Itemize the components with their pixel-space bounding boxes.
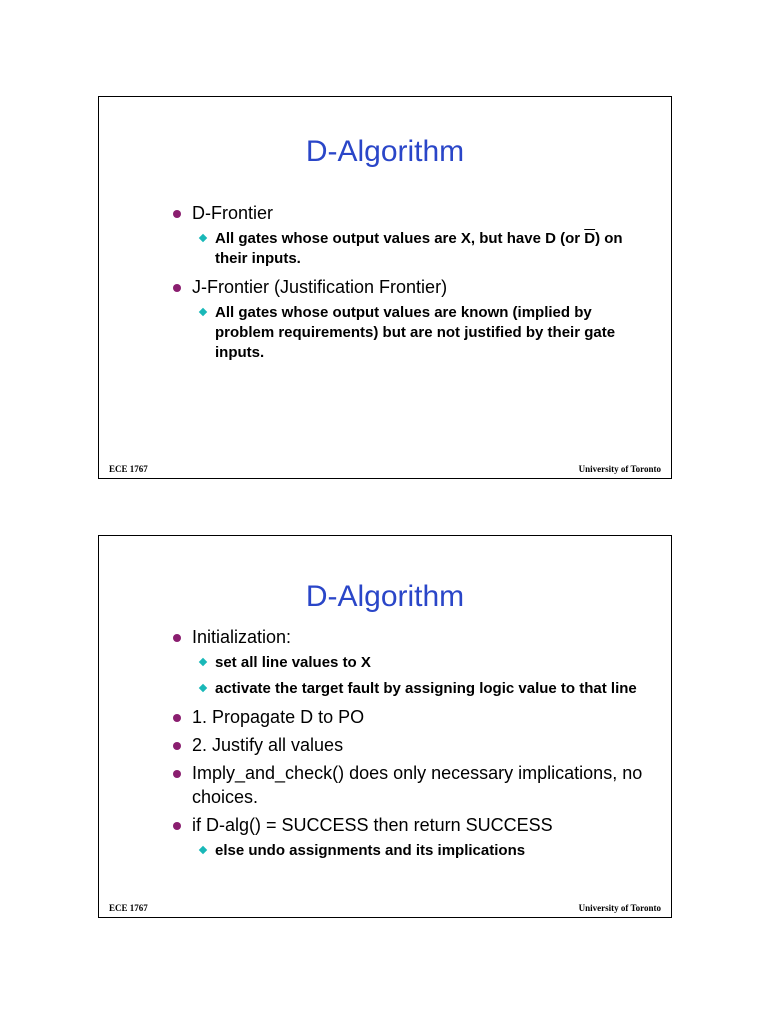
slide-title: D-Algorithm	[305, 580, 465, 613]
bullet-dot-icon	[173, 742, 181, 750]
diamond-bullet-icon	[199, 684, 207, 692]
bullet-j-frontier	[173, 275, 651, 299]
sub-bullet-text-b: ) on their inputs.	[215, 230, 623, 267]
bullet-text: 2. Justify all values	[192, 735, 344, 755]
sub-bullet	[173, 841, 651, 861]
sub-bullet	[173, 679, 651, 699]
bullet-text: J-Frontier (Justification Frontier)	[192, 277, 448, 297]
bullet-imply-and-check	[173, 761, 651, 809]
sub-bullet-text: activate the target fault by assigning logic value to that line	[215, 680, 637, 697]
footer-university: University of Toronto	[578, 903, 661, 913]
bullet-if-dalg	[173, 813, 651, 837]
diamond-bullet-icon	[199, 234, 207, 242]
sub-bullet	[173, 229, 651, 269]
sub-bullet-text-a: All gates whose output values are X, but have D (or	[215, 230, 585, 247]
diamond-bullet-icon	[199, 846, 207, 854]
bullet-text: if D-alg() = SUCCESS then return SUCCESS	[192, 815, 553, 835]
bullet-dot-icon	[173, 714, 181, 722]
bullet-d-frontier	[173, 201, 651, 225]
bullet-text: Imply_and_check() does only necessary implications, no choices.	[192, 763, 643, 807]
bullet-dot-icon	[173, 822, 181, 830]
footer-course: ECE 1767	[109, 464, 148, 474]
diamond-bullet-icon	[199, 308, 207, 316]
footer-course: ECE 1767	[109, 903, 148, 913]
diamond-bullet-icon	[199, 658, 207, 666]
bullet-text: 1. Propagate D to PO	[192, 707, 365, 727]
bullet-text: Initialization:	[192, 627, 292, 647]
slide-title: D-Algorithm	[305, 135, 465, 168]
bullet-justify	[173, 733, 651, 757]
sub-bullet	[173, 303, 651, 363]
bullet-propagate	[173, 705, 651, 729]
sub-bullet	[173, 653, 651, 673]
d-bar-symbol: $\overline{D}$	[584, 230, 596, 247]
bullet-list	[173, 625, 651, 867]
bullet-text: D-Frontier	[192, 203, 274, 223]
bullet-list	[173, 201, 651, 369]
bullet-initialization	[173, 625, 651, 649]
footer-university: University of Toronto	[578, 464, 661, 474]
bullet-dot-icon	[173, 634, 181, 642]
bullet-dot-icon	[173, 284, 181, 292]
sub-bullet-text: All gates whose output values are known (implied by problem requirements) but are not justified by their gate inputs.	[215, 304, 616, 361]
slide-2	[98, 535, 672, 918]
sub-bullet-text: else undo assignments and its implications	[215, 842, 526, 859]
bullet-dot-icon	[173, 210, 181, 218]
slide-1	[98, 96, 672, 479]
sub-bullet-text: set all line values to X	[215, 654, 371, 671]
bullet-dot-icon	[173, 770, 181, 778]
